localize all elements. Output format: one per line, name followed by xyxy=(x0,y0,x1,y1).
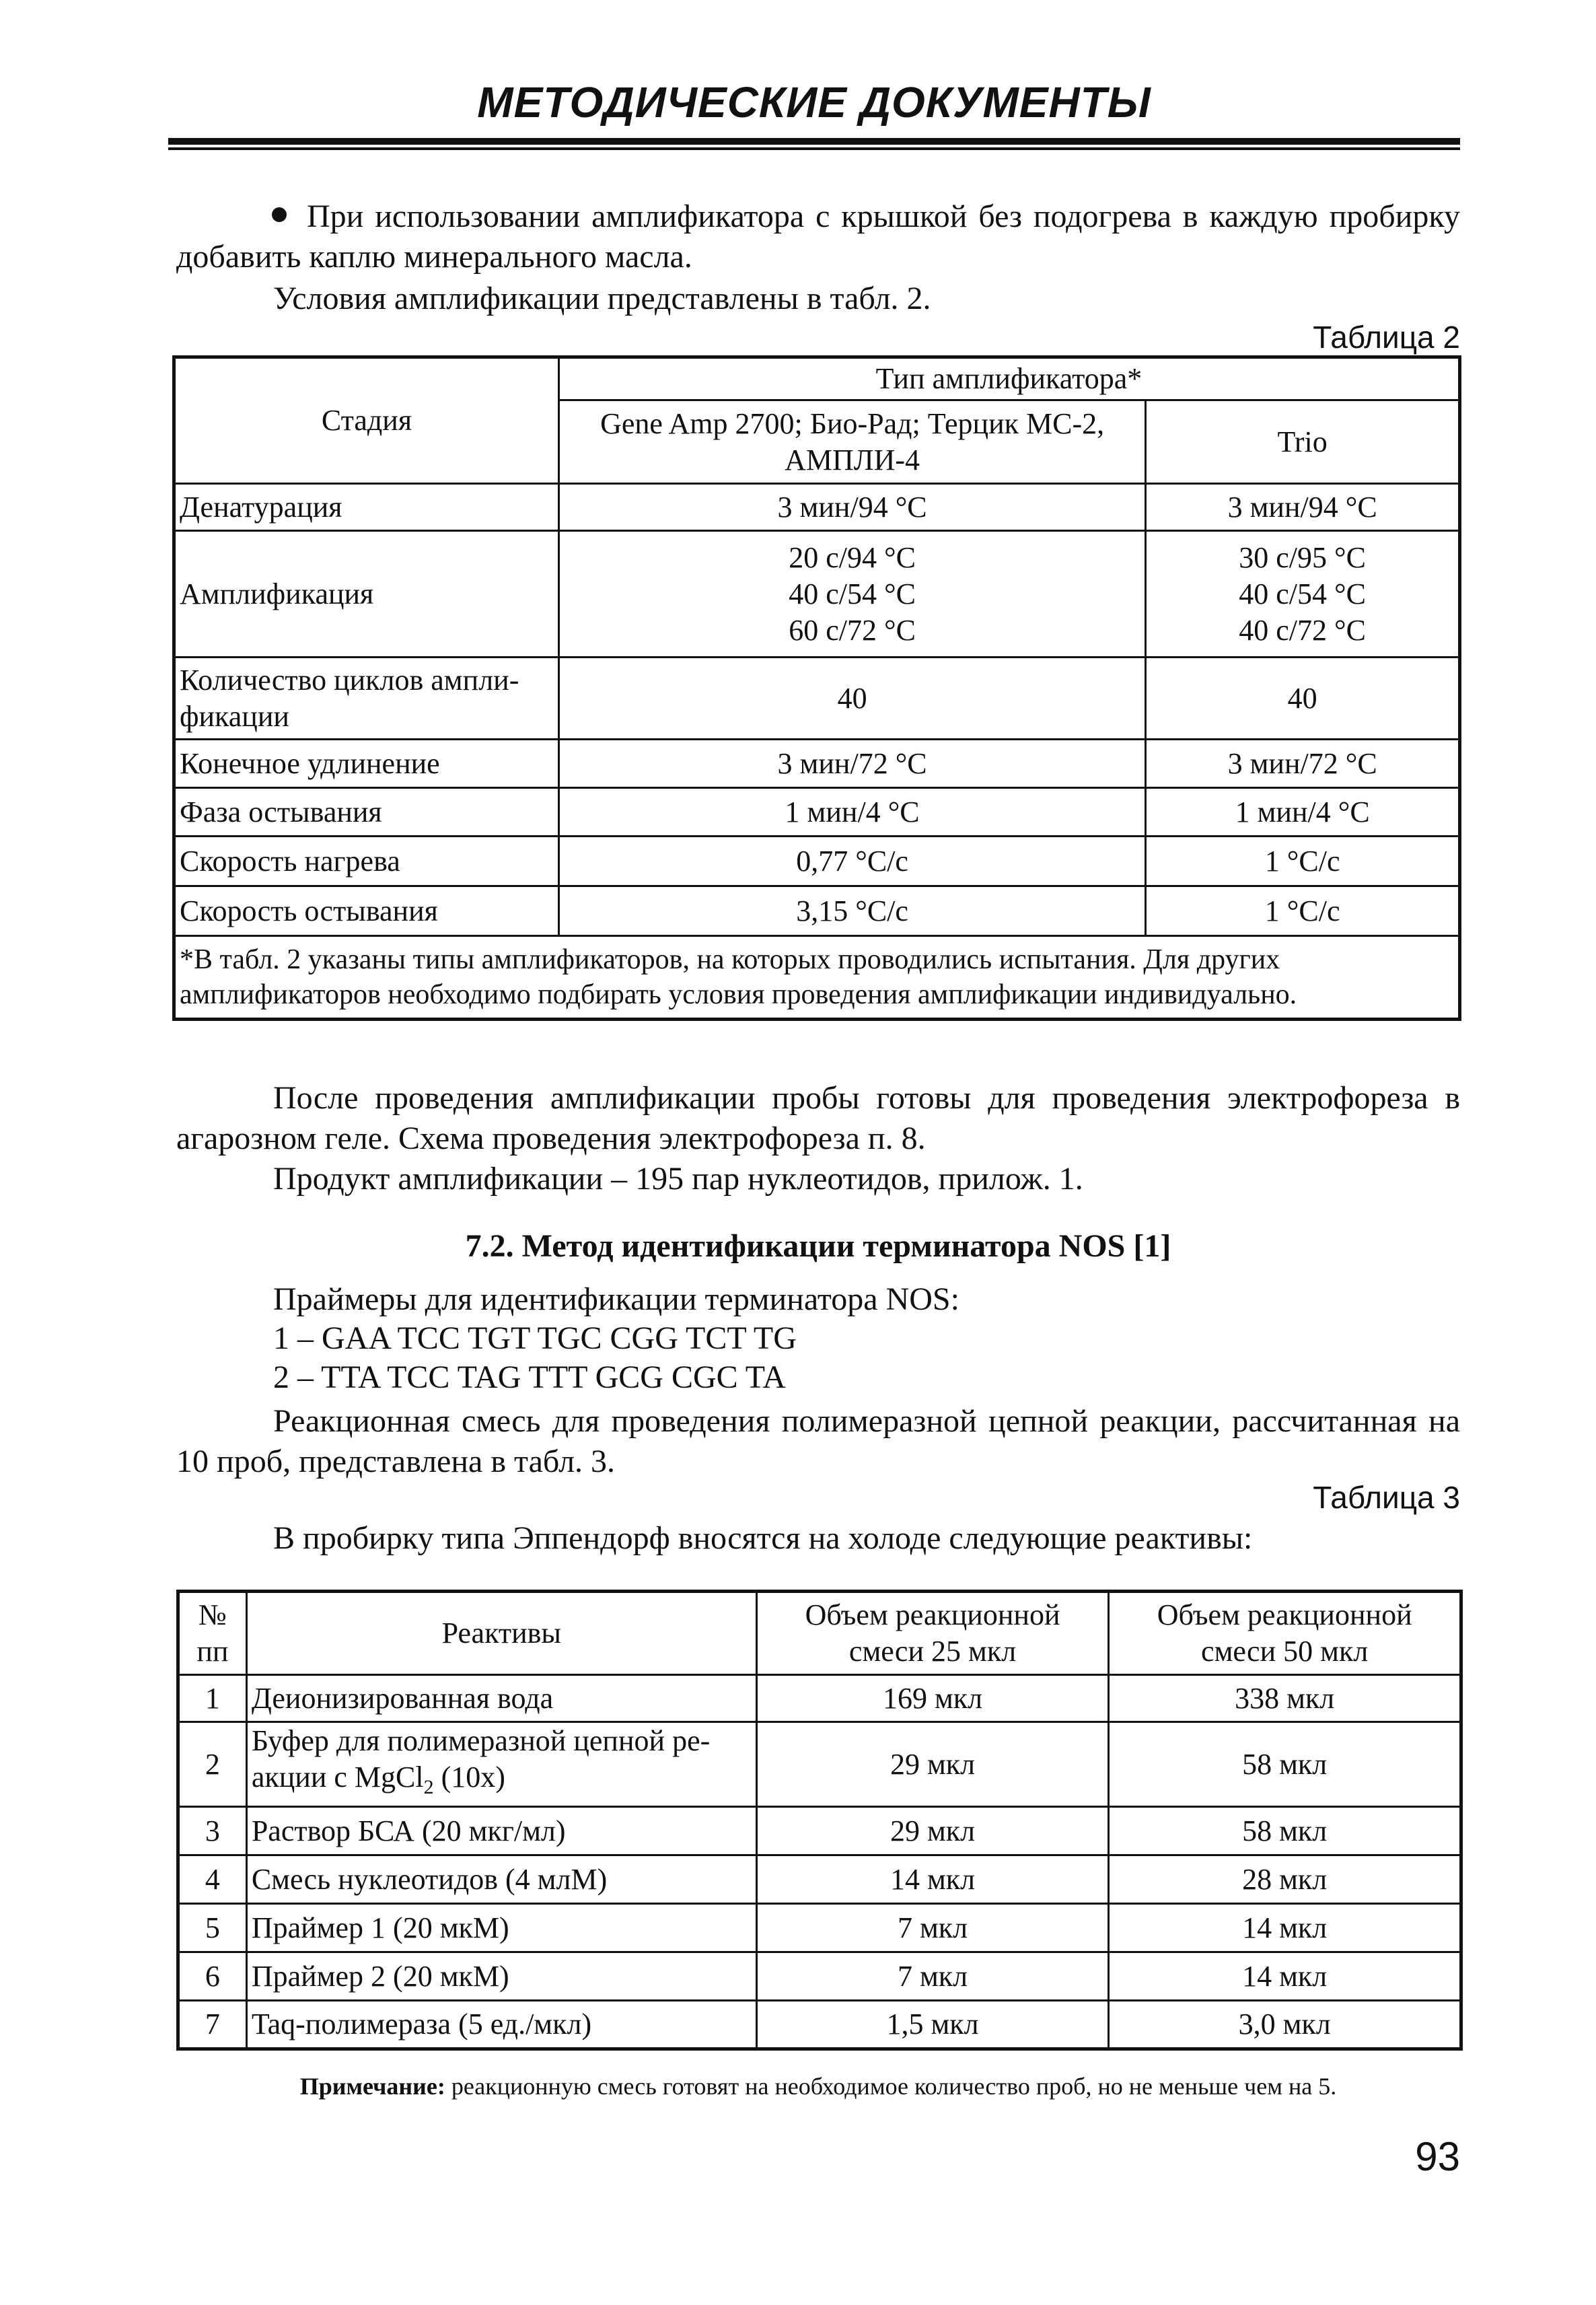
table3-reagent-subscript: 2 xyxy=(423,1775,434,1798)
after-table2-text-2: Продукт амплификации – 195 пар нуклеотидов, прилож. 1. xyxy=(273,1161,1083,1197)
bullet-dot-icon xyxy=(272,207,287,222)
table3-vol25-header-line: Объем реакционной xyxy=(805,1598,1060,1631)
table3-vol50-cell: 58 мкл xyxy=(1109,1722,1461,1807)
table3-vol50-header-line: смеси 50 мкл xyxy=(1201,1635,1369,1668)
table3-num-cell: 2 xyxy=(178,1722,247,1807)
mix-paragraph xyxy=(176,1401,1460,1482)
table2-stage-line: фикации xyxy=(180,699,289,733)
table3-reagent-cell: Праймер 1 (20 мкМ) xyxy=(246,1904,756,1952)
table2-value-cell: 3 мин/72 °С xyxy=(1146,740,1460,788)
table2-value-cell: 3 мин/94 °С xyxy=(1146,484,1460,531)
after-table2-paragraph-2 xyxy=(176,1159,1460,1199)
table3-num-header-line: пп xyxy=(196,1635,229,1668)
table3-vol50-cell: 338 мкл xyxy=(1109,1675,1461,1722)
table2-value-line: 30 с/95 °С xyxy=(1239,540,1366,574)
table3-num-cell: 5 xyxy=(178,1904,247,1952)
table2-value-cell: 1 мин/4 °С xyxy=(1146,788,1460,837)
table2-col1-header: Gene Amp 2700; Био-Рад; Терцик МС-2, АМПЛИ-4 xyxy=(558,400,1145,484)
conditions-text: Условия амплификации представлены в табл. 2. xyxy=(273,281,931,316)
table2-col2-header: Trio xyxy=(1146,400,1460,484)
table3-reagent-cell: Смесь нуклеотидов (4 млМ) xyxy=(246,1855,756,1904)
table2-value-line: 40 с/54 °С xyxy=(789,577,916,610)
table2-stage-cell: Конечное удлинение xyxy=(174,740,559,788)
table3-vol50-cell: 14 мкл xyxy=(1109,1952,1461,2001)
table3-vol25-cell: 7 мкл xyxy=(756,1904,1109,1952)
table2-type-header: Тип амплификатора* xyxy=(558,357,1459,400)
table3-reagent-cell: Праймер 2 (20 мкМ) xyxy=(246,1952,756,2001)
table2-value-cell: 1 °С/с xyxy=(1146,837,1460,886)
table-row xyxy=(178,2001,1461,2049)
table2 xyxy=(172,355,1461,1021)
table2-value-cell xyxy=(1146,531,1460,658)
table3-caption: Таблица 3 xyxy=(1313,1480,1460,1515)
table2-value-cell: 40 xyxy=(558,658,1145,740)
table-row xyxy=(178,1855,1461,1904)
table2-value-cell: 3,15 °С/с xyxy=(558,886,1145,936)
table2-header-row xyxy=(174,357,1460,400)
table2-stage-cell: Фаза остывания xyxy=(174,788,559,837)
primer-2: 2 – TTA TCC TAG TTT GCG CGC TA xyxy=(273,1359,786,1395)
table-row xyxy=(174,837,1460,886)
table3-num-cell: 6 xyxy=(178,1952,247,2001)
table2-value-cell: 1 °С/с xyxy=(1146,886,1460,936)
table-row xyxy=(178,1952,1461,2001)
table2-stage-cell xyxy=(174,658,559,740)
bullet-paragraph xyxy=(176,197,1460,277)
table2-value-cell: 1 мин/4 °С xyxy=(558,788,1145,837)
table3-header-row xyxy=(178,1592,1461,1675)
table-row xyxy=(178,1675,1461,1722)
table3-vol50-cell: 28 мкл xyxy=(1109,1855,1461,1904)
table3-vol50-cell: 58 мкл xyxy=(1109,1807,1461,1855)
table2-caption: Таблица 2 xyxy=(1313,320,1460,355)
table2-value-cell: 40 xyxy=(1146,658,1460,740)
table3-vol25-cell: 7 мкл xyxy=(756,1952,1109,2001)
table2-stage-cell: Денатурация xyxy=(174,484,559,531)
table-row xyxy=(174,531,1460,658)
remark-text: реакционную смесь готовят на необходимое количество проб, но не меньше чем на 5. xyxy=(445,2073,1337,2100)
table3-reagent-part: акции с MgCl xyxy=(251,1761,424,1794)
table2-stage-cell: Амплификация xyxy=(174,531,559,658)
table2-value-line: 40 с/54 °С xyxy=(1239,577,1366,610)
table2-note-row xyxy=(174,936,1460,1020)
footnote-remark xyxy=(176,2071,1460,2101)
conditions-paragraph xyxy=(176,279,1460,319)
table3-reagent-cell xyxy=(246,1722,756,1807)
table-row xyxy=(174,886,1460,936)
table2-value-cell: 3 мин/72 °С xyxy=(558,740,1145,788)
table3-reagent-cell: Деионизированная вода xyxy=(246,1675,756,1722)
table2-value-cell: 3 мин/94 °С xyxy=(558,484,1145,531)
bullet-text: При использовании амплификатора с крышкой без подогрева в каждую пробирку добавить каплю минерального масла. xyxy=(176,199,1460,275)
table3-reagent-line xyxy=(252,1759,750,1806)
remark-label: Примечание: xyxy=(299,2073,445,2100)
table-row xyxy=(174,740,1460,788)
table2-footnote: *В табл. 2 указаны типы амплификаторов, на которых проводились испытания. Для других амплификаторов необходимо подбирать условия проведения амплификации индивидуально. xyxy=(174,936,1460,1020)
table3-vol50-cell: 14 мкл xyxy=(1109,1904,1461,1952)
table2-value-line: 60 с/72 °С xyxy=(789,613,916,647)
table3-reagent-cell: Раствор БСА (20 мкг/мл) xyxy=(246,1807,756,1855)
table3-vol25-cell: 29 мкл xyxy=(756,1722,1109,1807)
table3-vol25-header xyxy=(756,1592,1109,1675)
table-row xyxy=(178,1904,1461,1952)
primers-intro: Праймеры для идентификации терминатора NOS: xyxy=(273,1281,959,1317)
table2-stage-cell: Скорость остывания xyxy=(174,886,559,936)
table3-vol25-cell: 1,5 мкл xyxy=(756,2001,1109,2049)
table2-value-line: 20 с/94 °С xyxy=(789,540,916,574)
table3-vol25-cell: 169 мкл xyxy=(756,1675,1109,1722)
after-table2-paragraph-1 xyxy=(176,1078,1460,1159)
table3 xyxy=(176,1590,1463,2051)
table3-num-cell: 1 xyxy=(178,1675,247,1722)
table3-vol25-cell: 29 мкл xyxy=(756,1807,1109,1855)
table2-value-cell xyxy=(558,531,1145,658)
table-row xyxy=(174,658,1460,740)
header-rule xyxy=(168,138,1460,150)
section-heading: 7.2. Метод идентификации терминатора NOS [1] xyxy=(465,1228,1171,1264)
table-row xyxy=(178,1722,1461,1807)
table2-value-line: 40 с/72 °С xyxy=(1239,613,1366,647)
table3-vol25-header-line: смеси 25 мкл xyxy=(848,1635,1017,1668)
table3-reagent-cell: Taq-полимераза (5 ед./мкл) xyxy=(246,2001,756,2049)
table2-stage-cell: Скорость нагрева xyxy=(174,837,559,886)
table2-stage-line: Количество циклов ампли- xyxy=(180,663,519,697)
page-header-title: МЕТОДИЧЕСКИЕ ДОКУМЕНТЫ xyxy=(477,78,1151,127)
table3-vol25-cell: 14 мкл xyxy=(756,1855,1109,1904)
table-row xyxy=(174,788,1460,837)
table-row xyxy=(174,484,1460,531)
eppendorf-paragraph xyxy=(176,1518,1460,1559)
table3-reagents-header: Реактивы xyxy=(246,1592,756,1675)
table3-num-cell: 7 xyxy=(178,2001,247,2049)
eppendorf-text: В пробирку типа Эппендорф вносятся на холоде следующие реактивы: xyxy=(273,1520,1253,1556)
table2-value-cell: 0,77 °С/с xyxy=(558,837,1145,886)
table3-vol50-cell: 3,0 мкл xyxy=(1109,2001,1461,2049)
table3-reagent-line: Буфер для полимеразной цепной ре- xyxy=(251,1724,711,1758)
primers-block xyxy=(273,1280,959,1397)
table3-vol50-header-line: Объем реакционной xyxy=(1157,1598,1412,1631)
table3-num-cell: 3 xyxy=(178,1807,247,1855)
table3-num-header xyxy=(178,1592,247,1675)
after-table2-text-1: После проведения амплификации пробы готовы для проведения электрофореза в агарозном геле. Схема проведения электрофореза п. 8. xyxy=(176,1080,1460,1156)
mix-text: Реакционная смесь для проведения полимеразной цепной реакции, рассчитанная на 10 проб, представлена в табл. 3. xyxy=(176,1403,1460,1479)
primer-1: 1 – GAA TCC TGT TGC CGG TCT TG xyxy=(273,1320,797,1356)
table-row xyxy=(178,1807,1461,1855)
table3-num-header-line: № xyxy=(198,1598,227,1631)
table3-num-cell: 4 xyxy=(178,1855,247,1904)
page-number: 93 xyxy=(1415,2134,1460,2179)
table2-stage-header: Стадия xyxy=(174,357,559,484)
table3-vol50-header xyxy=(1109,1592,1461,1675)
table3-reagent-part: (10х) xyxy=(433,1761,505,1794)
